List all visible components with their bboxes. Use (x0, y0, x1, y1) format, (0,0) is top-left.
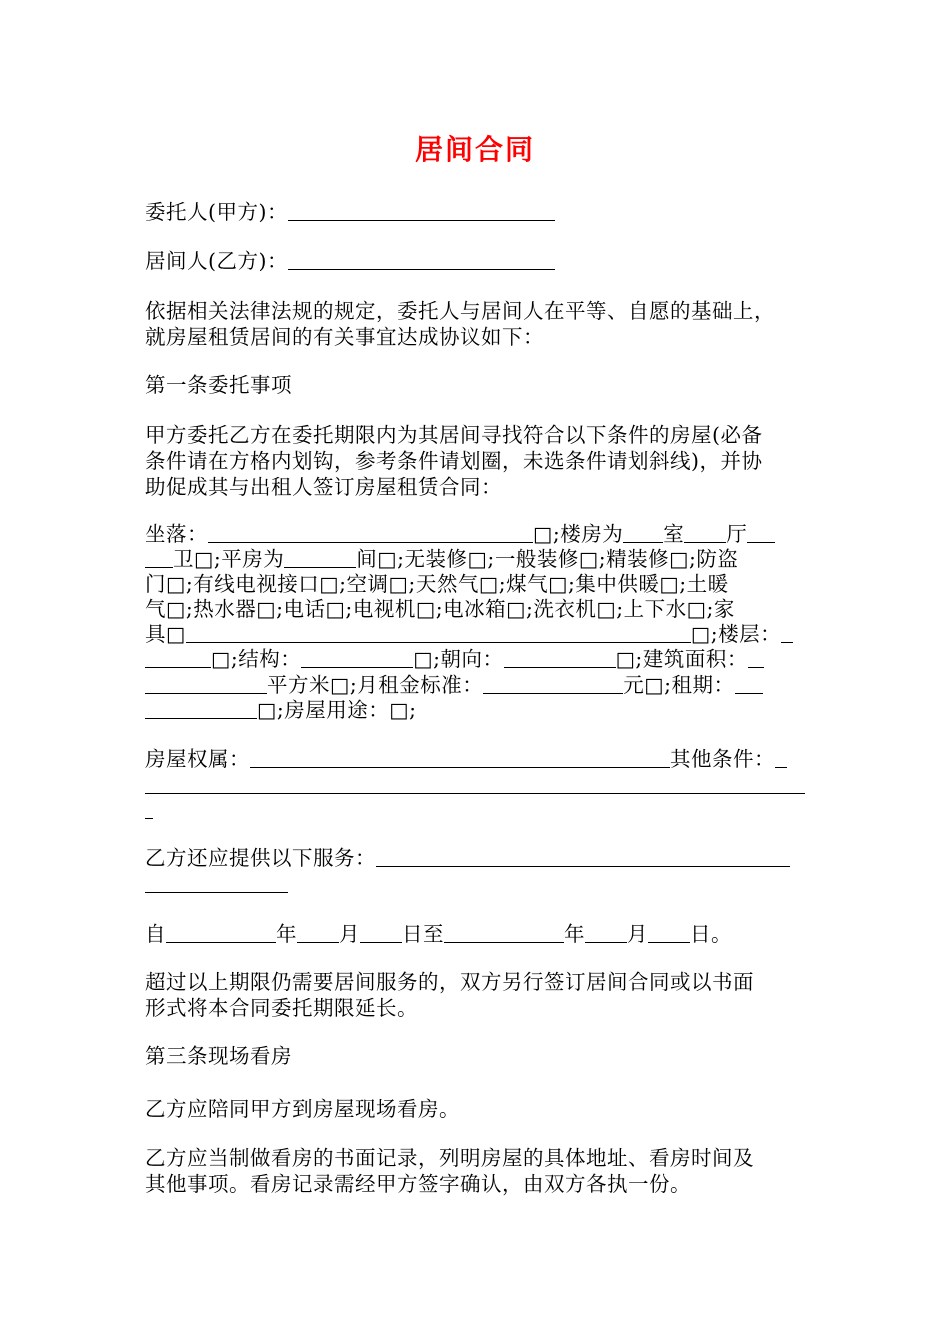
building-label: □;楼房为 (533, 522, 624, 546)
furniture-blank (186, 624, 691, 643)
end-month-blank (585, 924, 627, 943)
structure-label: □;结构： (211, 647, 302, 671)
halls-blank (684, 524, 726, 543)
decoration-options: 间□;无装修□;一般装修□;精装修□;防盗 (356, 547, 739, 571)
conditions-line-5 (145, 622, 793, 647)
location-label: 坐落： (145, 522, 208, 546)
other-conditions-blank-a (775, 749, 787, 768)
rooms-blank (623, 524, 663, 543)
furniture-label: 具□ (145, 622, 186, 646)
period-line (145, 922, 732, 947)
client-line (145, 200, 555, 225)
article3-paragraph-2-line-2: 其他事项。看房记录需经甲方签字确认，由双方各执一份。 (145, 1172, 691, 1196)
year-label-2: 年 (564, 922, 585, 946)
year-label-1: 年 (276, 922, 297, 946)
intro-line-2: 就房屋租赁居间的有关事宜达成协议如下： (145, 325, 544, 349)
area-label: □;建筑面积： (615, 647, 748, 671)
rent-label: 平方米□;月租金标准： (267, 673, 484, 697)
orientation-blank (504, 649, 616, 668)
month-label-1: 月 (339, 922, 360, 946)
services-blank (376, 848, 790, 867)
client-blank (288, 202, 555, 221)
broker-label: 居间人(乙方)： (145, 249, 288, 273)
article3-paragraph-2-line-1: 乙方应当制做看房的书面记录，列明房屋的具体地址、看房时间及 (145, 1146, 754, 1170)
article3-heading: 第三条现场看房 (145, 1044, 292, 1068)
baths-blank-b (145, 549, 173, 568)
end-year-blank (444, 924, 564, 943)
services-rule (145, 892, 288, 893)
start-day-blank (360, 924, 402, 943)
article1-heading: 第一条委托事项 (145, 373, 292, 397)
bungalow-rooms-blank (284, 549, 356, 568)
hall-label: 厅 (726, 522, 748, 546)
extension-line-1: 超过以上期限仍需要居间服务的，双方另行签订居间合同或以书面 (145, 970, 754, 994)
ownership-line (145, 747, 787, 772)
orientation-label: □;朝向： (413, 647, 504, 671)
article1-line-2: 条件请在方格内划钩，参考条件请划圈，未选条件请划斜线)，并协 (145, 449, 763, 473)
broker-blank (288, 251, 555, 270)
conditions-line-4: 气□;热水器□;电话□;电视机□;电冰箱□;洗衣机□;上下水□;家 (145, 597, 735, 621)
rent-blank (483, 675, 623, 694)
conditions-line-3: 门□;有线电视接口□;空调□;天然气□;煤气□;集中供暖□;土暖 (145, 572, 729, 596)
month-label-2: 月 (627, 922, 648, 946)
ownership-label: 房屋权属： (145, 747, 250, 771)
start-month-blank (297, 924, 339, 943)
structure-blank (301, 649, 413, 668)
conditions-line-7 (145, 673, 763, 698)
extension-line-2: 形式将本合同委托期限延长。 (145, 996, 418, 1020)
article3-paragraph-1: 乙方应陪同甲方到房屋现场看房。 (145, 1097, 460, 1121)
article1-line-1: 甲方委托乙方在委托期限内为其居间寻找符合以下条件的房屋(必备 (145, 423, 763, 447)
location-blank (208, 524, 533, 543)
document-title: 居间合同 (414, 133, 535, 166)
lease-term-blank-a (735, 675, 763, 694)
article1-line-3: 助促成其与出租人签订房屋租赁合同： (145, 475, 502, 499)
floor-label: □;楼层： (690, 622, 782, 646)
other-conditions-rule (145, 793, 805, 794)
broker-line (145, 249, 555, 274)
lease-term-blank-b (145, 700, 257, 719)
baths-blank-a (747, 524, 775, 543)
period-from: 自 (145, 922, 166, 946)
area-blank-a (748, 649, 764, 668)
conditions-line-6 (145, 647, 764, 672)
services-label: 乙方还应提供以下服务： (145, 846, 376, 870)
room-label: 室 (663, 522, 685, 546)
other-conditions-label: 其他条件： (670, 747, 775, 771)
other-conditions-rule-end (145, 818, 153, 819)
conditions-line-1 (145, 522, 775, 547)
area-blank-b (145, 675, 267, 694)
day-end-label: 日。 (690, 922, 732, 946)
services-line (145, 846, 790, 871)
day-to-label: 日至 (402, 922, 444, 946)
client-label: 委托人(甲方)： (145, 200, 288, 224)
usage-label: □;房屋用途：□; (257, 698, 417, 722)
conditions-line-8 (145, 698, 417, 723)
floor-blank-a (781, 624, 793, 643)
conditions-line-2 (145, 547, 738, 572)
intro-line-1: 依据相关法律法规的规定，委托人与居间人在平等、自愿的基础上， (145, 299, 775, 323)
bungalow-label: 卫□;平房为 (173, 547, 285, 571)
end-day-blank (648, 924, 690, 943)
lease-term-label: 元□;租期： (623, 673, 735, 697)
ownership-blank (250, 749, 670, 768)
start-year-blank (166, 924, 276, 943)
floor-blank-b (145, 649, 211, 668)
